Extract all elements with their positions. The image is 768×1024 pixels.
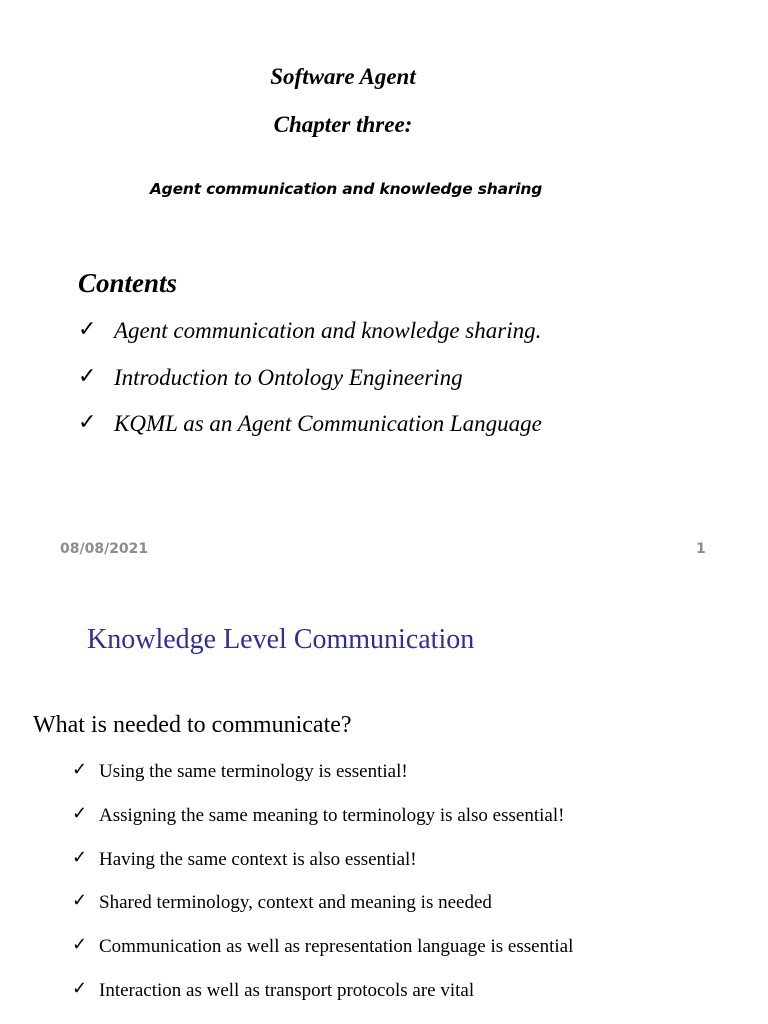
checkmark-icon: ✓ (72, 890, 88, 911)
list-item-label: Communication as well as representation language is essential (99, 936, 574, 958)
list-item-label: Using the same terminology is essential! (99, 761, 408, 782)
slide1-chapter: Chapter three: (273, 112, 413, 137)
checkmark-icon: ✓ (72, 977, 88, 998)
slide1-title: Software Agent (270, 64, 416, 89)
checkmark-icon: ✓ (72, 846, 88, 867)
checkmark-icon: ✓ (78, 362, 97, 388)
page-number: 1 (696, 541, 706, 557)
checkmark-icon: ✓ (72, 759, 88, 779)
contents-item-label: Introduction to Ontology Engineering (114, 364, 463, 390)
checkmark-icon: ✓ (72, 934, 88, 955)
checkmark-icon: ✓ (72, 802, 88, 823)
list-item-label: Assigning the same meaning to terminology is also essential! (99, 804, 565, 826)
list-item-label: Interaction as well as transport protocols are vital (99, 979, 475, 1001)
checkmark-icon: ✓ (78, 316, 97, 341)
contents-heading: Contents (78, 268, 178, 298)
contents-item-label: Agent communication and knowledge sharing. (114, 318, 542, 343)
slide1-subtitle: Agent communication and knowledge sharing (149, 180, 543, 198)
slide2-title: Knowledge Level Communication (87, 624, 475, 655)
list-item-label: Shared terminology, context and meaning is needed (99, 892, 492, 914)
slide2-question: What is needed to communicate? (33, 712, 352, 738)
checkmark-icon: ✓ (78, 409, 97, 434)
contents-item-label: KQML as an Agent Communication Language (114, 411, 542, 436)
footer-date: 08/08/2021 (60, 541, 149, 557)
list-item-label: Having the same context is also essential! (99, 848, 417, 870)
